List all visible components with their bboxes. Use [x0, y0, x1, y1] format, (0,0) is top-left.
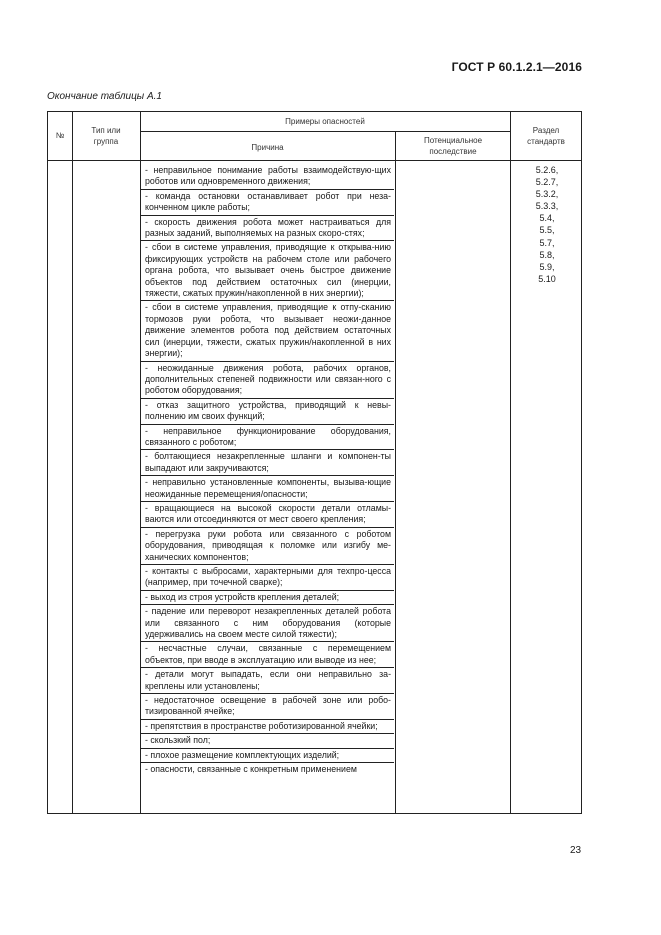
section-ref: 5.2.7, [535, 177, 559, 188]
section-ref: 5.3.3, [535, 201, 559, 212]
cause-item: - перегрузка руки робота или связанного с роботом оборудования, приводящая к поломке или изгибу ме-ханических компонентов; [141, 528, 394, 565]
header-type-group: Тип или группа [91, 126, 121, 146]
table-caption: Окончание таблицы А.1 [47, 91, 162, 102]
section-ref: 5.5, [539, 225, 555, 236]
cause-item: - болтающиеся незакрепленные шланги и компонен-ты выпадают или закручиваются; [141, 450, 394, 476]
header-cause: Причина [251, 143, 284, 152]
cause-item: - команда остановки останавливает робот при неза-конченном цикле работы; [141, 190, 394, 216]
cause-item: - контакты с выбросами, характерными для техпро-цесса (например, при точечной сварке); [141, 565, 394, 591]
section-references [511, 164, 583, 285]
cause-item: - отказ защитного устройства, приводящий к невы-полнению им своих функций; [141, 399, 394, 425]
section-ref: 5.7, [539, 237, 555, 248]
cause-item: - неправильно установленные компоненты, вызыва-ющие неожиданные перемещения/опасности; [141, 476, 394, 502]
header-hazard-examples: Примеры опасностей [285, 117, 365, 126]
cause-item: - скорость движения робота может настраиваться для разных заданий, выполняемых на разных скоро-стях; [141, 216, 394, 242]
header-number: № [55, 131, 65, 140]
cause-item: - сбои в системе управления, приводящие к отпу-сканию тормозов руки робота, что вызывает неожи-данное движение элементов робота под действием остаточных сил (инерции, тяжести, сжатых пружин/накопленной в них энергии); [141, 301, 394, 361]
cause-item: - сбои в системе управления, приводящие к открыва-нию фиксирующих устройств на рабочем столе или рабочего органа робота, что вызывает очень быстрое движение объектов под действием остаточных сил (инерции, тяжести, сжатых пружин/накопленной в них энергии); [141, 241, 394, 301]
section-ref: 5.10 [538, 273, 556, 284]
page-number: 23 [570, 845, 582, 856]
cause-list [141, 164, 394, 777]
document-code: ГОСТ Р 60.1.2.1—2016 [451, 60, 582, 74]
table-divider [48, 160, 581, 161]
cause-item: - опасности, связанные с конкретным применением [145, 764, 357, 775]
cause-item: - вращающиеся на высокой скорости детали отламы-ваются или отсоединяются от мест своего крепления; [141, 502, 394, 528]
cause-item: - детали могут выпадать, если они неправильно за-креплены или установлены; [141, 668, 394, 694]
table-divider [72, 112, 73, 813]
cause-item: - неожиданные движения робота, рабочих органов, дополнительных степеней подвижности или связан-ного с роботом оборудования; [141, 362, 394, 399]
table-divider [140, 131, 510, 132]
section-ref: 5.9, [539, 261, 555, 272]
cause-item: - падение или переворот незакрепленных деталей робота или связанного с ним оборудования (которые удерживались на своем месте силой тяжести); [141, 605, 394, 642]
cause-item: - плохое размещение комплектующих изделий; [141, 749, 394, 763]
cause-item: - препятствия в пространстве роботизированной ячейки; [141, 720, 394, 734]
hazards-table [47, 111, 582, 814]
section-ref: 5.2.6, [535, 165, 559, 175]
cause-item: - несчастные случаи, связанные с перемещением объектов, при вводе в эксплуатацию или выводе из нее; [141, 642, 394, 668]
header-section: Раздел стандартв [527, 126, 565, 146]
section-ref: 5.4, [539, 213, 555, 224]
section-ref: 5.3.2, [535, 189, 559, 200]
cause-item: - неправильное понимание работы взаимодействую-щих роботов или одновременного движения; [141, 164, 394, 190]
header-consequence: Потенциальное последствие [423, 136, 483, 156]
cause-item: - скользкий пол; [141, 734, 394, 748]
cause-item: - недостаточное освещение в рабочей зоне или робо-тизированной ячейке; [141, 694, 394, 720]
section-ref: 5.8, [539, 249, 555, 260]
cause-item: - выход из строя устройств крепления деталей; [141, 591, 394, 605]
table-divider [395, 131, 396, 813]
cause-item: - неправильное функционирование оборудования, связанного с роботом; [141, 425, 394, 451]
